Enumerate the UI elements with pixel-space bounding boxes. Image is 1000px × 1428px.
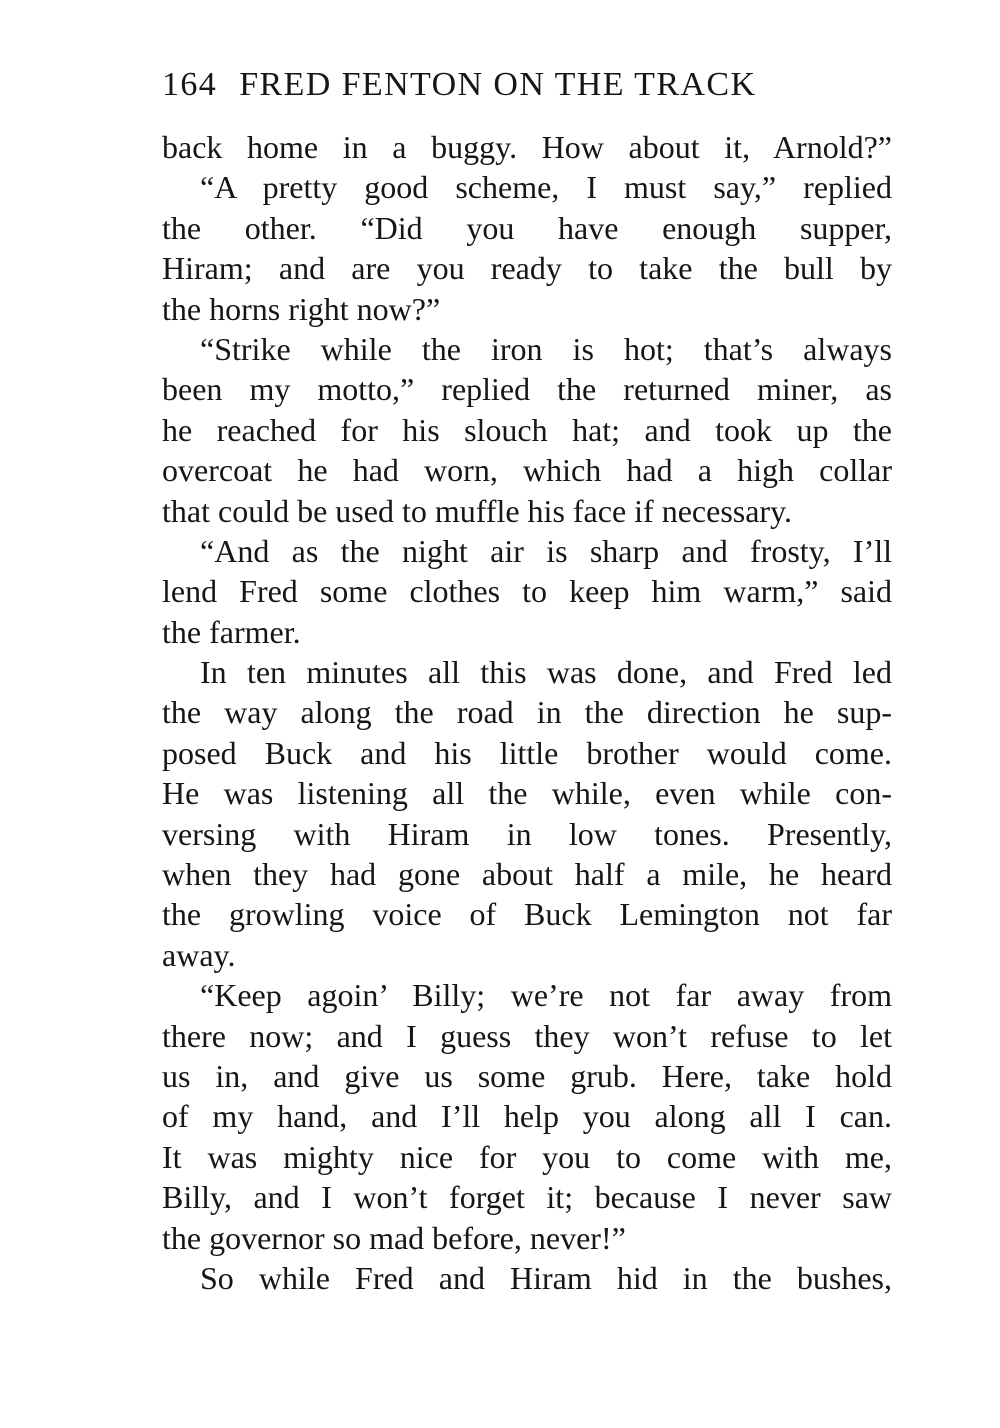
text-line: versing with Hiram in low tones. Presently, bbox=[162, 815, 892, 852]
text-line: Billy, and I won’t forget it; because I never saw bbox=[162, 1179, 892, 1216]
text-line: the farmer. bbox=[162, 613, 301, 650]
text-line: Hiram; and are you ready to take the bull by bbox=[162, 250, 892, 287]
text-line: “Strike while the iron is hot; that’s always bbox=[200, 330, 892, 367]
page-number: 164 bbox=[162, 66, 218, 103]
text-line: the way along the road in the direction he sup- bbox=[162, 694, 892, 731]
text-line: So while Fred and Hiram hid in the bushes, bbox=[200, 1259, 892, 1296]
text-line: “Keep agoin’ Billy; we’re not far away from bbox=[200, 977, 892, 1014]
text-line: posed Buck and his little brother would come. bbox=[162, 734, 892, 771]
text-line: the governor so mad before, never!” bbox=[162, 1219, 626, 1256]
text-line: away. bbox=[162, 936, 236, 973]
running-head bbox=[162, 62, 892, 108]
text-line: there now; and I guess they won’t refuse to let bbox=[162, 1017, 892, 1054]
text-line: been my motto,” replied the returned miner, as bbox=[162, 371, 892, 408]
text-line: the horns right now?” bbox=[162, 290, 441, 327]
text-line: “And as the night air is sharp and frosty, I’ll bbox=[200, 532, 892, 569]
text-line: us in, and give us some grub. Here, take hold bbox=[162, 1057, 892, 1094]
text-line: He was listening all the while, even while con- bbox=[162, 775, 892, 812]
text-line: back home in a buggy. How about it, Arnold?” bbox=[162, 129, 892, 165]
text-line: of my hand, and I’ll help you along all I can. bbox=[162, 1098, 892, 1135]
text-line: overcoat he had worn, which had a high collar bbox=[162, 452, 892, 489]
text-line: that could be used to muffle his face if necessary. bbox=[162, 492, 792, 529]
text-line: the other. “Did you have enough supper, bbox=[162, 209, 892, 246]
body-text bbox=[162, 127, 892, 1298]
text-line: “A pretty good scheme, I must say,” replied bbox=[200, 169, 892, 206]
text-line: In ten minutes all this was done, and Fred led bbox=[200, 654, 892, 691]
text-line: when they had gone about half a mile, he heard bbox=[162, 856, 892, 893]
text-line: lend Fred some clothes to keep him warm,” said bbox=[162, 573, 892, 610]
text-line: he reached for his slouch hat; and took up the bbox=[162, 411, 892, 448]
running-title: FRED FENTON ON THE TRACK bbox=[239, 66, 757, 103]
text-line: the growling voice of Buck Lemington not far bbox=[162, 896, 892, 933]
text-line: It was mighty nice for you to come with me, bbox=[162, 1138, 892, 1175]
